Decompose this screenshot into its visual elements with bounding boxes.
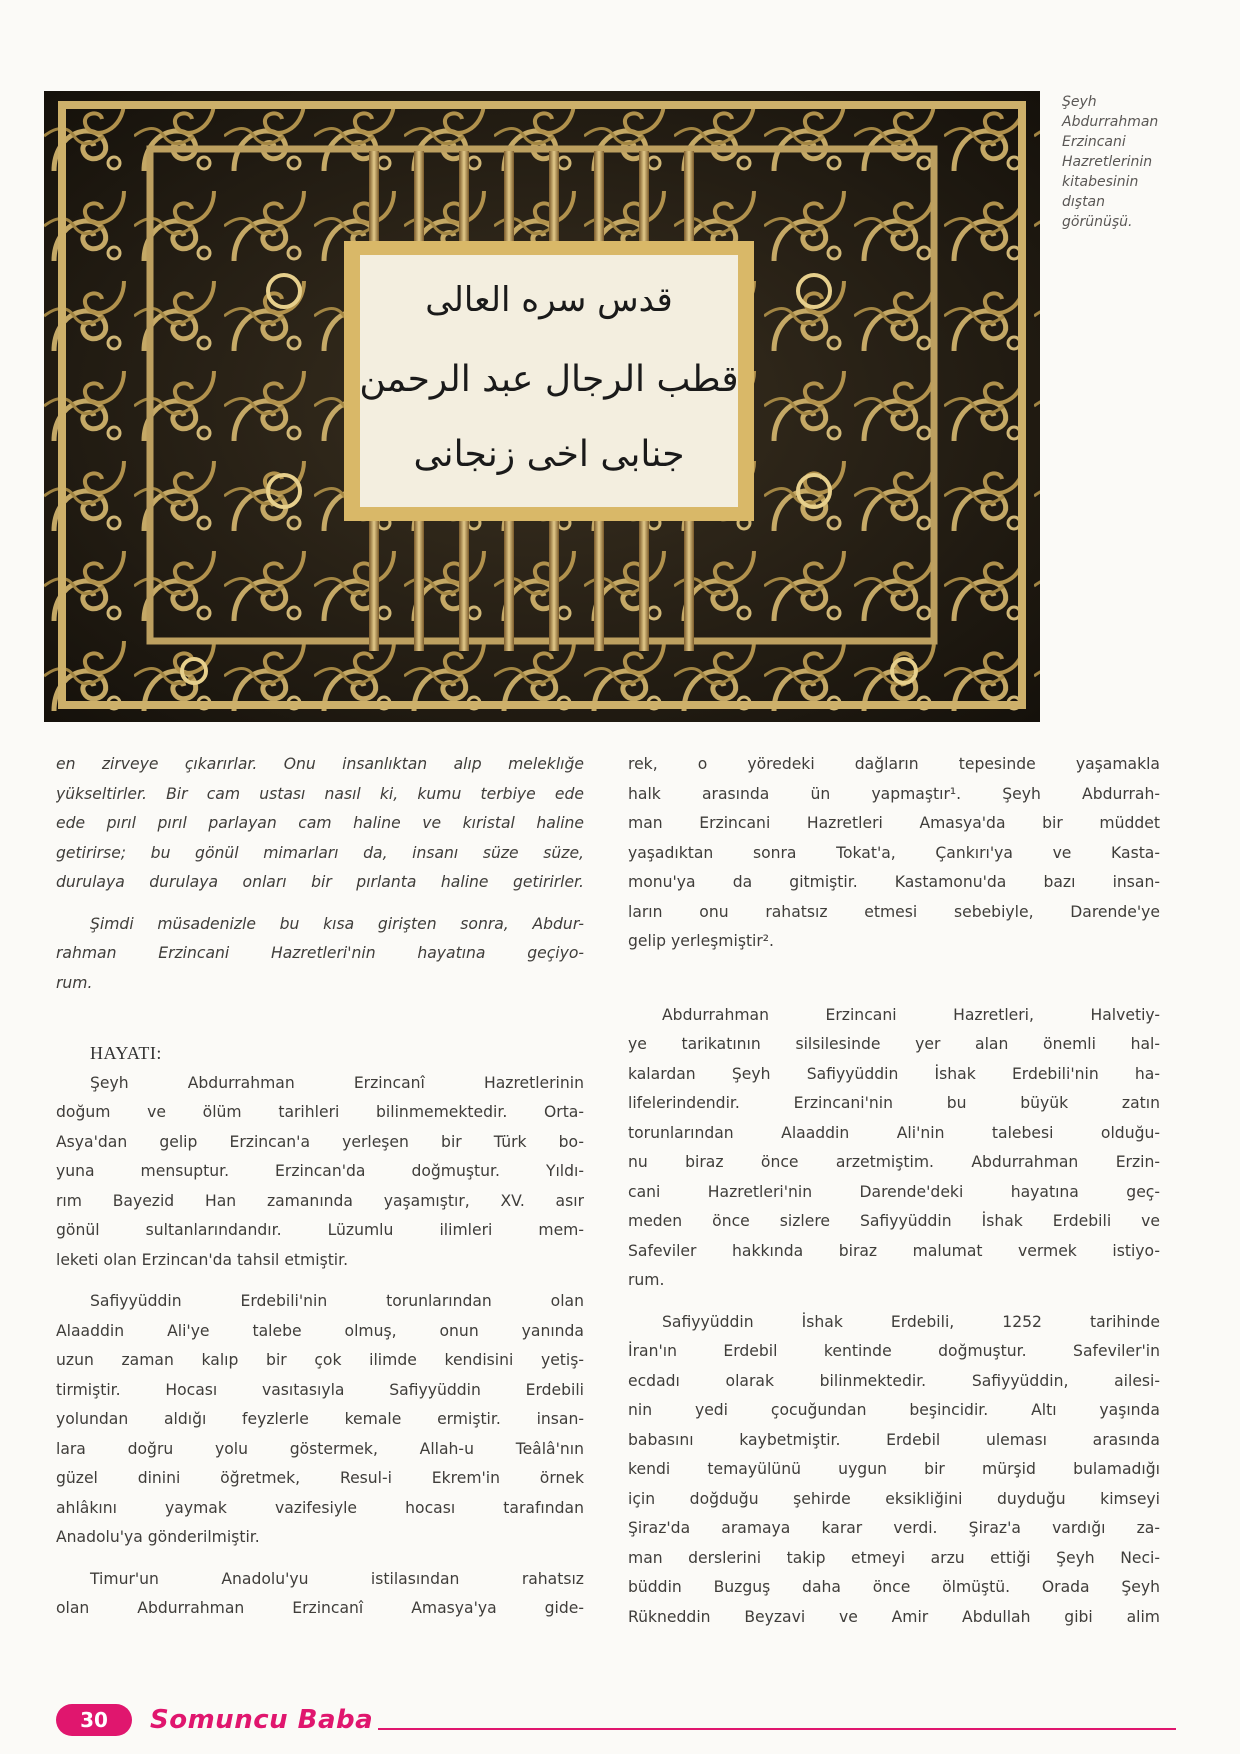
text-line: kalardan Şeyh Safiyyüddin İshak Erdebili'nin ha- (628, 1064, 1160, 1083)
text-line: man Erzincani Hazretleri Amasya'da bir müddet (628, 814, 1160, 832)
caption-line: Abdurrahman (1062, 114, 1159, 130)
text-line: Abdurrahman Erzincani Hazretleri, Halvetiy- (662, 1005, 1160, 1024)
text-line: ye tarikatının silsilesinde yer alan önemli hal- (628, 1035, 1160, 1053)
text-line: İran'ın Erdebil kentinde doğmuştur. Safeviler'in (628, 1342, 1160, 1360)
caption-line: görünüşü. (1062, 214, 1133, 230)
text-line: lifelerindendir. Erzincani'nin bu büyük zatın (628, 1094, 1160, 1112)
text-line: torunlarından Alaaddin Ali'nin talebesi olduğu- (628, 1123, 1160, 1142)
text-line: leketi olan Erzincan'da tahsil etmiştir. (56, 1250, 349, 1269)
text-line: için doğduğu şehirde eksikliğini duyduğu kimseyi (628, 1489, 1160, 1508)
right-paragraph-1 (628, 750, 1160, 957)
hayati-paragraph-3 (56, 1565, 584, 1624)
text-line: en zirveye çıkarırlar. Onu insanlıktan alıp meleklığe (56, 755, 584, 773)
footer-divider (378, 1728, 1176, 1730)
text-line: rek, o yöredeki dağların tepesinde yaşamakla (628, 755, 1160, 773)
text-line: babasını kaybetmiştir. Erdebil uleması arasında (628, 1430, 1160, 1449)
inscription-line-2: قطب الرجال عبد الرحمن (359, 359, 739, 400)
right-column (628, 750, 1160, 1632)
text-line: büddin Buzguş daha önce ölmüştü. Orada Şeyh (628, 1578, 1160, 1596)
text-line: nu biraz önce arzetmiştim. Abdurrahman Erzin- (628, 1153, 1160, 1171)
text-line: getirirse; bu gönül mimarları da, insanı süze süze, (56, 843, 584, 862)
kitabe-photo (44, 91, 1040, 722)
page-footer (56, 1700, 1176, 1740)
text-line: Alaaddin Ali'ye talebe olmuş, onun yanında (56, 1321, 584, 1340)
page-number: 30 (56, 1704, 132, 1736)
text-line: ecdadı olarak bilinmektedir. Safiyyüddin, ailesi- (628, 1371, 1160, 1390)
right-paragraph-2 (628, 1001, 1160, 1296)
text-line: halk arasında ün yapmaştır¹. Şeyh Abdurrah- (628, 784, 1160, 803)
magazine-logo: Somuncu Baba (150, 1705, 374, 1735)
caption-line: kitabesinin (1062, 174, 1139, 190)
kitabe-photo-illustration (44, 91, 1040, 722)
intro-paragraph (56, 750, 584, 898)
text-line: ede pırıl pırıl parlayan cam haline ve kıristal haline (56, 814, 584, 832)
text-line: olan Abdurrahman Erzincanî Amasya'ya gide- (56, 1599, 584, 1617)
text-line: ahlâkını yaymak vazifesiyle hocası tarafından (56, 1498, 584, 1517)
text-line: tirmiştir. Hocası vasıtasıyla Safiyyüddin Erdebili (56, 1380, 584, 1399)
caption-line: dıştan (1062, 194, 1106, 210)
text-line: doğum ve ölüm tarihleri bilinmemektedir. Orta- (56, 1103, 584, 1121)
text-line: Rükneddin Beyzavi ve Amir Abdullah gibi alim (628, 1607, 1160, 1626)
caption-line: Şeyh (1062, 94, 1097, 110)
text-line: yaşadıktan sonra Tokat'a, Çankırı'ya ve Kasta- (628, 843, 1160, 862)
text-line: man derslerini takip etmeyi arzu ettiği Şeyh Neci- (628, 1548, 1160, 1567)
text-line: kendi temayülünü uygun bir mürşid bulamadığı (628, 1460, 1160, 1478)
right-paragraph-3 (628, 1308, 1160, 1633)
text-line: ların onu rahatsız etmesi sebebiyle, Darende'ye (628, 902, 1160, 921)
text-line: rum. (56, 973, 93, 992)
text-line: meden önce sizlere Safiyyüddin İshak Erdebili ve (628, 1212, 1160, 1230)
text-line: lara doğru yolu göstermek, Allah-u Teâlâ'nın (56, 1439, 584, 1458)
text-line: yuna mensuptur. Erzincan'da doğmuştur. Yıldı- (56, 1162, 584, 1180)
caption-line: Hazretlerinin (1062, 154, 1153, 170)
intro-paragraph-2 (56, 910, 584, 999)
text-line: yükseltirler. Bir cam ustası nasıl ki, kumu terbiye ede (56, 784, 584, 803)
text-line: Safeviler hakkında biraz malumat vermek istiyo- (628, 1241, 1160, 1260)
text-line: uzun zaman kalıp bir çok ilimde kendisini yetiş- (56, 1351, 584, 1369)
text-line: Şeyh Abdurrahman Erzincanî Hazretlerinin (90, 1073, 584, 1092)
caption-line: Erzincani (1062, 134, 1126, 150)
text-line: Şiraz'da aramaya karar verdi. Şiraz'a vardığı za- (628, 1519, 1160, 1537)
section-heading: HAYATI: (90, 1043, 162, 1063)
text-line: Timur'un Anadolu'yu istilasından rahatsız (90, 1569, 584, 1588)
text-line: rum. (628, 1271, 665, 1289)
hayati-paragraph-2 (56, 1287, 584, 1553)
text-line: rım Bayezid Han zamanında yaşamıştır, XV. asır (56, 1191, 584, 1210)
text-line: Şimdi müsadenizle bu kısa girişten sonra, Abdur- (90, 914, 584, 933)
text-line: durulaya durulaya onları bir pırlanta haline getirirler. (56, 873, 584, 891)
text-line: yolundan aldığı feyzlerle kemale ermiştir. insan- (56, 1410, 584, 1428)
left-column (56, 750, 584, 1624)
text-line: Asya'dan gelip Erzincan'a yerleşen bir Türk bo- (56, 1132, 584, 1151)
text-line: rahman Erzincani Hazretleri'nin hayatına geçiyo- (56, 944, 584, 962)
hayati-paragraph-1 (56, 1069, 584, 1276)
text-line: cani Hazretleri'nin Darende'deki hayatına geç- (628, 1182, 1160, 1201)
text-line: Anadolu'ya gönderilmiştir. (56, 1528, 260, 1546)
text-line: nin yedi çocuğundan beşincidir. Altı yaşında (628, 1401, 1160, 1419)
text-line: gönül sultanlarındandır. Lüzumlu ilimleri mem- (56, 1221, 584, 1239)
inscription-line-3: جنابی اخی زنجانی (413, 434, 685, 475)
photo-caption (1062, 92, 1212, 232)
text-line: gelip yerleşmiştir². (628, 932, 775, 950)
text-line: monu'ya da gitmiştir. Kastamonu'da bazı insan- (628, 873, 1160, 891)
inscription-line-1: قدس سره العالی (425, 280, 673, 320)
text-line: Safiyyüddin İshak Erdebili, 1252 tarihinde (662, 1312, 1160, 1331)
text-line: güzel dinini öğretmek, Resul-i Ekrem'in örnek (56, 1469, 584, 1487)
text-line: Safiyyüddin Erdebili'nin torunlarından olan (90, 1292, 584, 1310)
